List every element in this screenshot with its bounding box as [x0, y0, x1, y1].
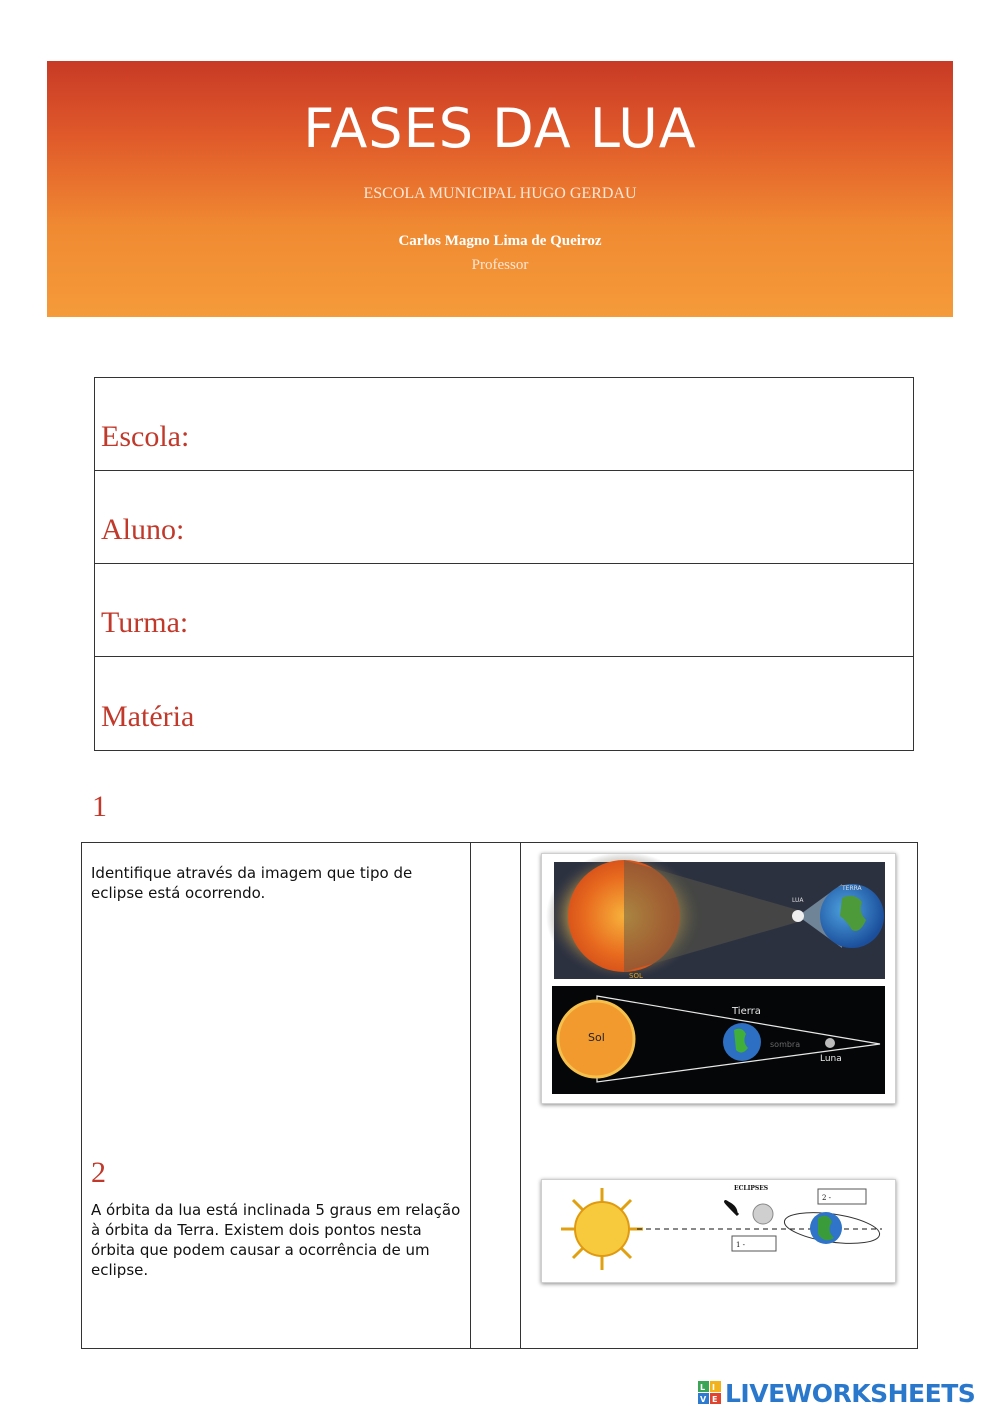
subject-field-label: Matéria [101, 700, 195, 733]
logo-letter-v: V [700, 1395, 707, 1404]
sun-rays-icon [561, 1188, 643, 1270]
student-info-form [94, 377, 914, 751]
terra-label: TERRA [842, 885, 862, 892]
eclipse-figure-svg [542, 854, 895, 1103]
eclipses-title: ECLIPSES [734, 1185, 769, 1192]
author-name: Carlos Magno Lima de Queiroz [398, 233, 602, 249]
student-field[interactable] [95, 471, 913, 564]
question-text-column [82, 843, 471, 1348]
tierra-label: Tierra [732, 1006, 761, 1017]
subject-field[interactable] [95, 657, 913, 750]
moon-icon-orbit [753, 1204, 773, 1224]
question-1-text: Identifique através da imagem que tipo de eclipse está ocorrendo. [91, 864, 413, 902]
answer-column[interactable] [470, 843, 521, 1348]
student-field-label: Aluno: [101, 513, 185, 546]
logo-letter-e: E [712, 1395, 718, 1404]
liveworksheets-brand: LIVEWORKSHEETS [725, 1378, 976, 1408]
header-banner [47, 61, 953, 317]
blank-1-label: 1 - [736, 1241, 746, 1249]
liveworksheets-logo [698, 1378, 975, 1408]
moon-icon-bottom [825, 1038, 835, 1048]
eclipse-figure [541, 853, 896, 1104]
logo-letter-l: L [700, 1383, 706, 1392]
curved-arrow-icon [726, 1202, 738, 1216]
lua-label: LUA [792, 897, 804, 904]
question-2-text: A órbita da lua está inclinada 5 graus em relação à órbita da Terra. Existem dois pontos nesta órbita que podem causar a ocorrência de um eclipse. [91, 1201, 461, 1279]
class-field[interactable] [95, 564, 913, 657]
question-2-number: 2 [91, 1156, 106, 1189]
blank-2-label: 2 - [822, 1194, 832, 1202]
sol-label: SOL [629, 972, 643, 980]
sombra-label: sombra [770, 1040, 801, 1049]
school-field[interactable] [95, 378, 913, 471]
logo-letter-i: I [712, 1383, 715, 1392]
author-role: Professor [471, 257, 529, 273]
school-field-label: Escola: [101, 420, 190, 453]
question-1-number: 1 [92, 790, 107, 823]
school-name: ESCOLA MUNICIPAL HUGO GERDAU [363, 185, 637, 202]
moon-icon [792, 910, 804, 922]
orbit-figure [541, 1179, 896, 1283]
luna-label: Luna [820, 1054, 842, 1064]
liveworksheets-logo-icon [698, 1381, 722, 1405]
orbit-figure-svg [542, 1180, 895, 1282]
sol-label-bottom: Sol [588, 1031, 605, 1044]
class-field-label: Turma: [101, 606, 189, 639]
page-title: FASES DA LUA [303, 97, 697, 160]
